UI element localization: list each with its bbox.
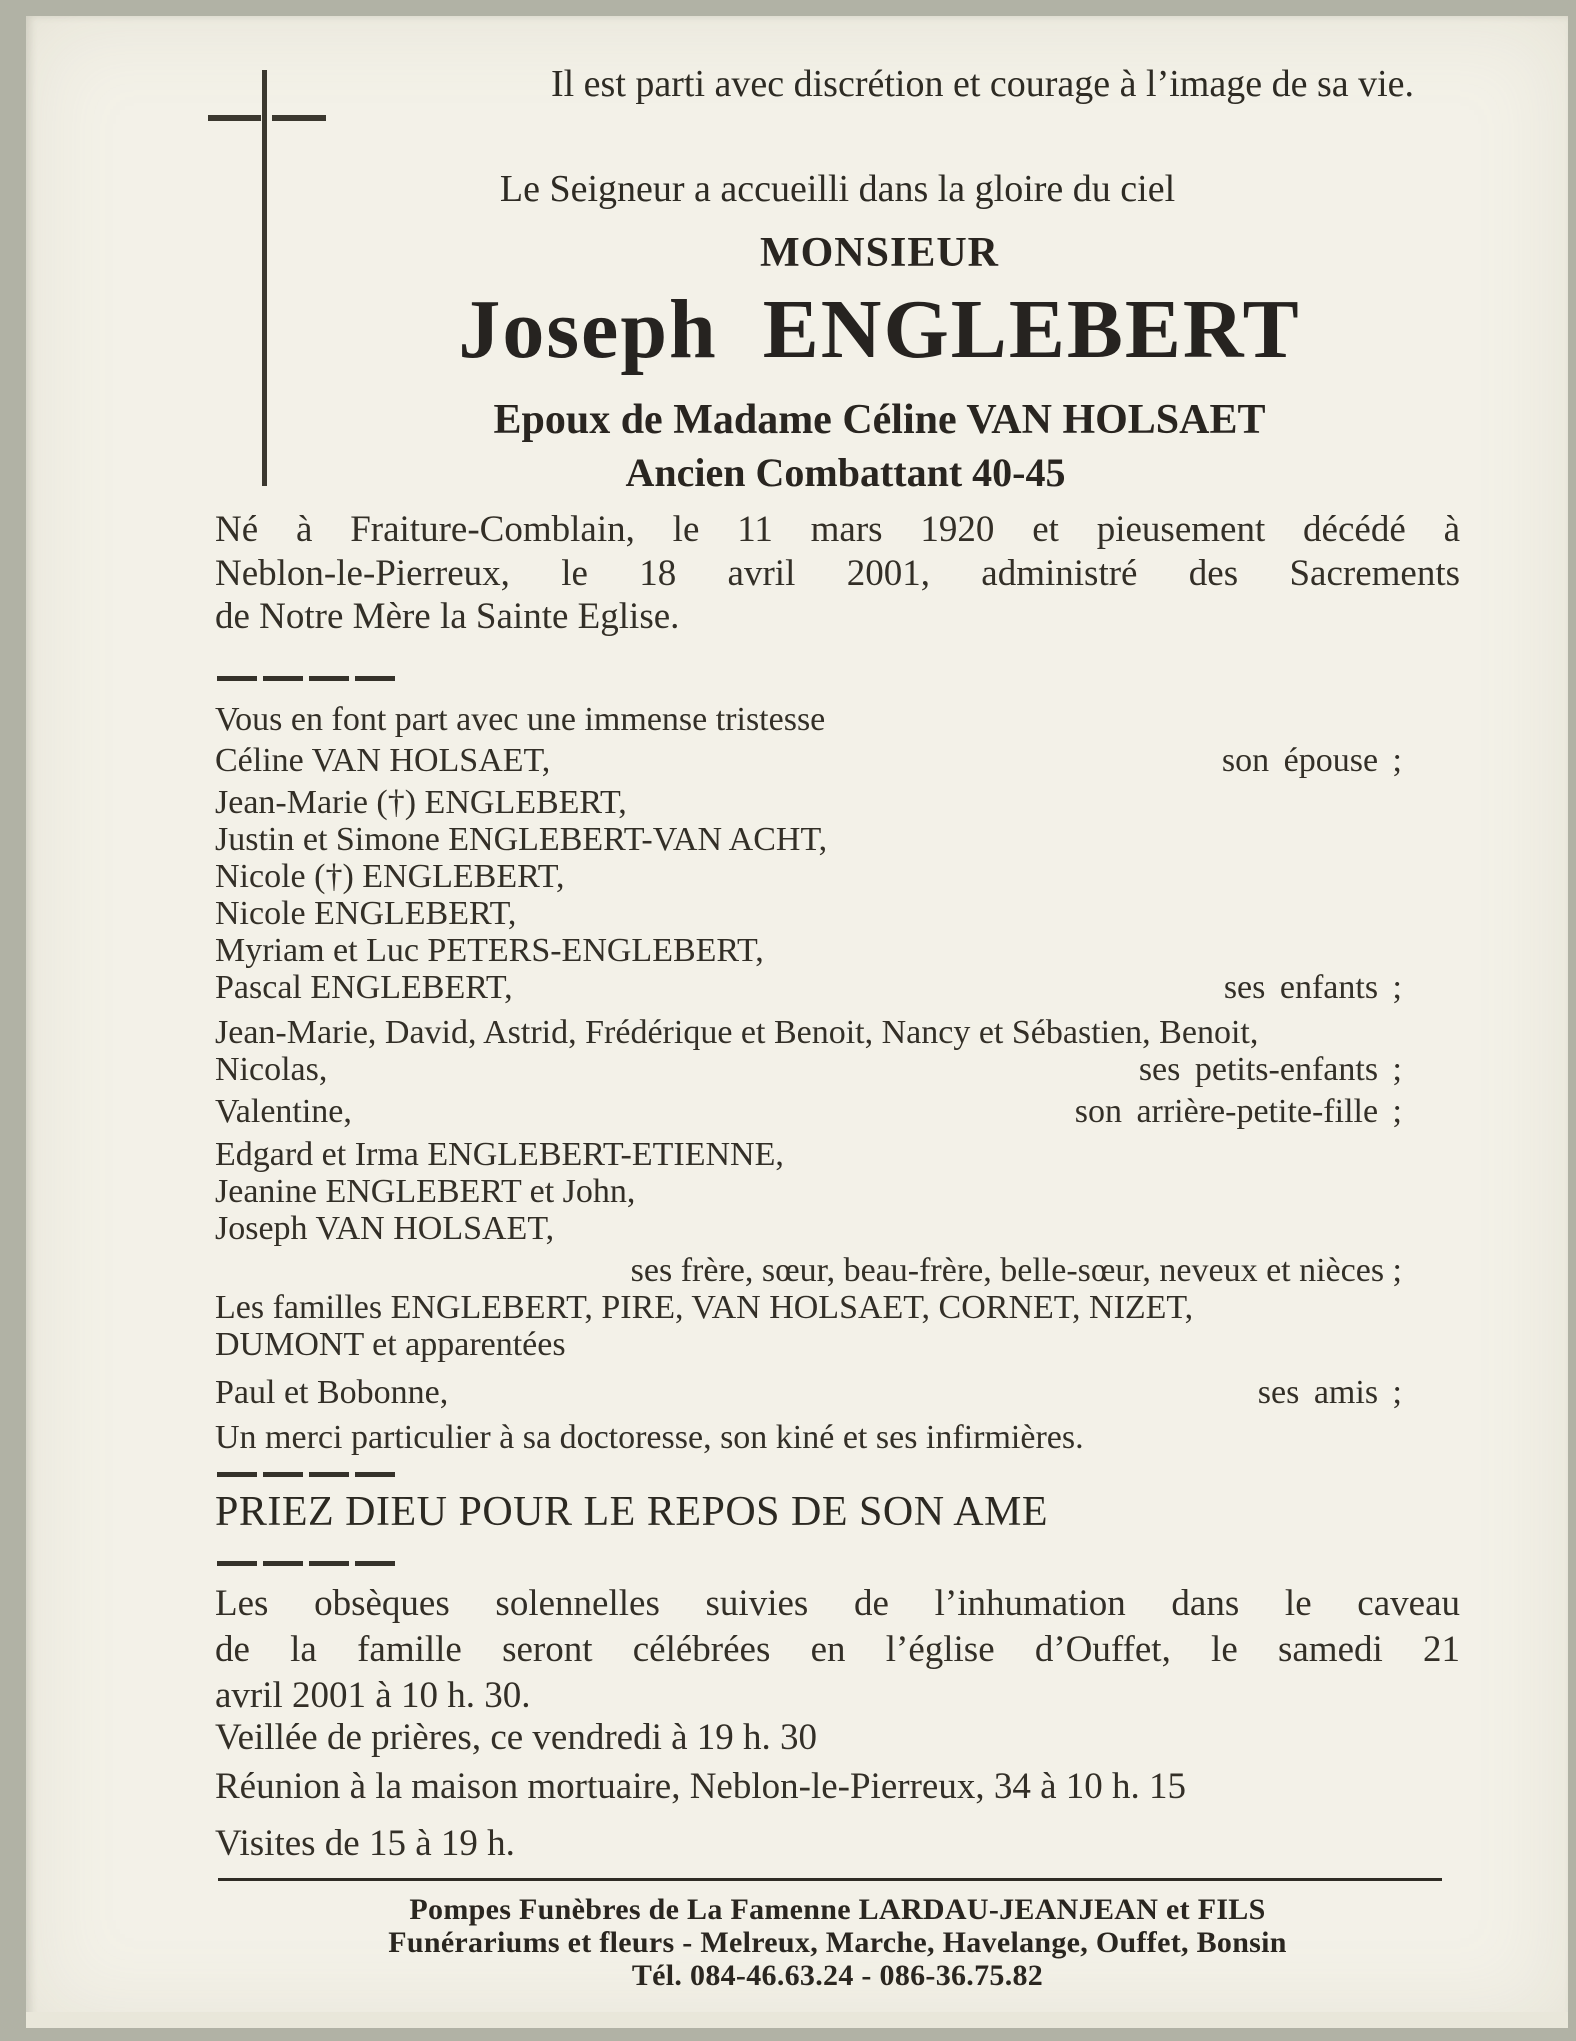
family-row [215, 1051, 1460, 1088]
family-row [215, 1374, 1460, 1411]
family-row [215, 1210, 1460, 1247]
funeral-home-phone: Tél. 084-46.63.24 - 086-36.75.82 [631, 1959, 1044, 1992]
relation-label: ses amis ; [1257, 1374, 1402, 1411]
family-member-name: Paul et Bobonne, [215, 1374, 449, 1411]
spouse-line: Epoux de Madame Céline VAN HOLSAET [493, 397, 1266, 443]
life-paragraph-line: Neblon-le-Pierreux, le 18 avril 2001, administré des Sacrements [215, 552, 1460, 594]
family-member-name: Nicole (†) ENGLEBERT, [215, 858, 565, 895]
family-row [215, 895, 1460, 932]
family-row [215, 1014, 1460, 1051]
dash-separator [217, 668, 401, 674]
funeral-home-footer [215, 1893, 1490, 1992]
family-row [215, 1173, 1460, 1210]
family-member-name: Joseph VAN HOLSAET, [215, 1210, 555, 1247]
dash-separator [217, 1464, 401, 1470]
cross-horizontal-bar-left [208, 115, 261, 121]
funeral-paragraph-line: de la famille seront célébrées en l’église d’Ouffet, le samedi 21 [215, 1629, 1460, 1670]
family-member-name: Edgard et Irma ENGLEBERT-ETIENNE, [215, 1136, 784, 1173]
relation-label: son arrière-petite-fille ; [1074, 1093, 1402, 1130]
family-row [215, 1289, 1460, 1326]
honorific: MONSIEUR [759, 230, 1000, 276]
family-list [215, 742, 1460, 1456]
family-member-name: Pascal ENGLEBERT, [215, 969, 513, 1006]
thanks-line: Un merci particulier à sa doctoresse, son kiné et ses infirmières. [215, 1419, 1084, 1456]
family-member-name: Jean-Marie (†) ENGLEBERT, [215, 784, 627, 821]
relation-label: ses enfants ; [1223, 969, 1402, 1006]
family-member-name: Céline VAN HOLSAET, [215, 742, 551, 779]
epitaph-line: Il est parti avec discrétion et courage à l’image de sa vie. [550, 63, 1415, 105]
family-row [215, 742, 1460, 779]
gathering-line: Réunion à la maison mortuaire, Neblon-le-Pierreux, 34 à 10 h. 15 [215, 1766, 1186, 1807]
family-member-name: Nicolas, [215, 1051, 328, 1088]
footer-rule [218, 1878, 1442, 1881]
family-member-name: Nicole ENGLEBERT, [215, 895, 517, 932]
veteran-line: Ancien Combattant 40-45 [625, 450, 1066, 495]
welcome-line: Le Seigneur a accueilli dans la gloire du ciel [499, 168, 1176, 210]
family-row [215, 821, 1460, 858]
funeral-paragraph-line: Les obsèques solennelles suivies de l’inhumation dans le caveau [215, 1583, 1460, 1624]
family-row [215, 932, 1460, 969]
dash-separator [217, 1553, 401, 1559]
life-paragraph-line: de Notre Mère la Sainte Eglise. [215, 596, 680, 637]
cross-horizontal-bar-right [272, 115, 326, 121]
family-row [215, 784, 1460, 821]
deceased-name: Joseph ENGLEBERT [458, 283, 1301, 376]
family-row [215, 1326, 1460, 1363]
life-paragraph [215, 508, 1460, 639]
family-member-name: Jean-Marie, David, Astrid, Frédérique et Benoit, Nancy et Sébastien, Benoit, [215, 1014, 1259, 1051]
family-member-name: Valentine, [215, 1093, 352, 1130]
vigil-line: Veillée de prières, ce vendredi à 19 h. 30 [215, 1717, 818, 1758]
family-member-name: Les familles ENGLEBERT, PIRE, VAN HOLSAET, CORNET, NIZET, [215, 1289, 1194, 1326]
funeral-paragraph-line: avril 2001 à 10 h. 30. [215, 1675, 531, 1716]
relations-summary: ses frère, sœur, beau-frère, belle-sœur, neveux et nièces ; [630, 1252, 1402, 1289]
relation-label: son épouse ; [1221, 742, 1402, 779]
funeral-home-services: Funérariums et fleurs - Melreux, Marche, Havelange, Ouffet, Bonsin [388, 1926, 1287, 1959]
family-row [215, 1136, 1460, 1173]
life-paragraph-line: Né à Fraiture-Comblain, le 11 mars 1920 et pieusement décédé à [215, 509, 1460, 550]
relation-label: ses petits-enfants ; [1138, 1051, 1402, 1088]
funeral-paragraph [215, 1581, 1460, 1719]
family-row [215, 1093, 1460, 1130]
prayer-heading: PRIEZ DIEU POUR LE REPOS DE SON AME [215, 1489, 1049, 1535]
announcement-intro: Vous en font part avec une immense tristesse [215, 701, 826, 738]
visits-line: Visites de 15 à 19 h. [215, 1823, 515, 1864]
paper-edge [26, 2012, 1568, 2028]
family-member-name: Justin et Simone ENGLEBERT-VAN ACHT, [215, 821, 828, 858]
funeral-home-name: Pompes Funèbres de La Famenne LARDAU-JEANJEAN et FILS [409, 1893, 1266, 1926]
family-member-name: Myriam et Luc PETERS-ENGLEBERT, [215, 932, 764, 969]
family-row [215, 858, 1460, 895]
family-member-name: DUMONT et apparentées [215, 1326, 566, 1363]
family-row [215, 969, 1460, 1006]
family-member-name: Jeanine ENGLEBERT et John, [215, 1173, 636, 1210]
